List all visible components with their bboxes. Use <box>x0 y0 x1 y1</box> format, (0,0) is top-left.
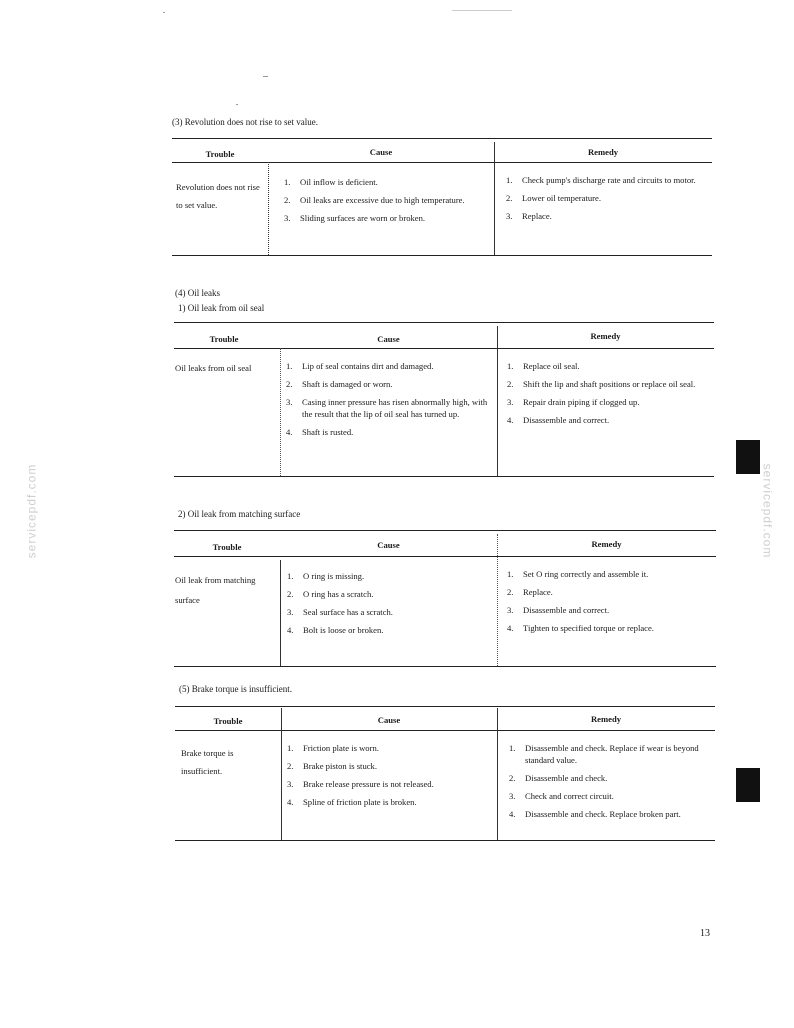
col-header-trouble: Trouble <box>212 542 242 552</box>
list-item <box>506 210 710 222</box>
item-text: Seal surface has a scratch. <box>303 607 393 617</box>
item-text: Check and correct circuit. <box>525 791 614 801</box>
item-number: 3. <box>507 397 514 407</box>
remedy-list <box>507 568 714 640</box>
item-number: 3. <box>287 607 294 617</box>
item-number: 1. <box>286 361 293 371</box>
item-number: 3. <box>507 605 514 615</box>
list-item <box>507 586 714 598</box>
cause-list <box>286 360 494 444</box>
item-number: 2. <box>287 761 294 771</box>
item-text: Repair drain piping if clogged up. <box>523 397 640 407</box>
item-number: 1. <box>287 743 294 753</box>
list-item <box>286 360 494 372</box>
item-text: Disassemble and correct. <box>523 605 610 615</box>
scan-speck <box>236 104 238 105</box>
remedy-list <box>509 742 713 826</box>
watermark-right: servicepdf.com <box>760 463 775 559</box>
item-text: Tighten to specified torque or replace. <box>523 623 654 633</box>
col-header-remedy: Remedy <box>591 539 622 549</box>
item-number: 3. <box>286 397 293 407</box>
list-item <box>286 426 494 438</box>
item-number: 3. <box>506 211 513 221</box>
item-number: 4. <box>507 415 514 425</box>
list-item <box>287 778 495 790</box>
item-number: 2. <box>286 379 293 389</box>
section-heading-4: (4) Oil leaks <box>175 288 220 298</box>
item-text: Replace. <box>523 587 553 597</box>
list-item <box>507 414 712 426</box>
col-header-cause: Cause <box>369 147 393 157</box>
item-text: Sliding surfaces are worn or broken. <box>300 213 426 223</box>
list-item <box>284 194 486 206</box>
col-header-remedy: Remedy <box>590 714 622 724</box>
item-text: Brake release pressure is not released. <box>303 779 434 789</box>
list-item <box>509 808 713 820</box>
list-item <box>286 378 494 390</box>
item-number: 1. <box>287 571 294 581</box>
table-brake-torque <box>175 706 715 844</box>
trouble-text: Oil leaks from oil seal <box>175 363 252 373</box>
item-text: Bolt is loose or broken. <box>303 625 384 635</box>
list-item <box>507 568 714 580</box>
item-text: Shaft is damaged or worn. <box>302 379 393 389</box>
item-text: Set O ring correctly and assemble it. <box>523 569 649 579</box>
item-text: Disassemble and check. Replace broken part. <box>525 809 681 819</box>
col-header-cause: Cause <box>377 715 401 725</box>
list-item <box>509 790 713 802</box>
item-text: O ring is missing. <box>303 571 365 581</box>
col-header-cause: Cause <box>377 334 400 344</box>
section-tab-marker <box>736 768 760 802</box>
section-heading-3: (3) Revolution does not rise to set value. <box>172 117 318 127</box>
item-number: 1. <box>507 569 514 579</box>
col-header-trouble: Trouble <box>205 149 235 159</box>
item-text: Disassemble and check. Replace if wear is beyond standard value. <box>525 743 699 765</box>
item-number: 2. <box>284 195 291 205</box>
col-header-remedy: Remedy <box>590 331 621 341</box>
trouble-text: Revolution does not rise to set value. <box>176 182 260 210</box>
item-text: Replace oil seal. <box>523 361 580 371</box>
item-text: Replace. <box>522 211 552 221</box>
item-number: 1. <box>507 361 514 371</box>
item-number: 2. <box>509 773 516 783</box>
item-number: 3. <box>509 791 516 801</box>
list-item <box>287 760 495 772</box>
cause-list <box>284 176 486 230</box>
scan-speck <box>263 76 268 77</box>
item-text: Brake piston is stuck. <box>303 761 377 771</box>
section-heading-5: (5) Brake torque is insufficient. <box>179 684 293 694</box>
item-text: Lip of seal contains dirt and damaged. <box>302 361 434 371</box>
list-item <box>507 396 712 408</box>
item-number: 1. <box>506 175 513 185</box>
list-item <box>284 176 486 188</box>
item-text: Shaft is rusted. <box>302 427 354 437</box>
item-text: Check pump's discharge rate and circuits to motor. <box>522 175 696 185</box>
item-text: O ring has a scratch. <box>303 589 374 599</box>
item-number: 2. <box>507 379 514 389</box>
page-number: 13 <box>700 928 710 939</box>
item-number: 4. <box>287 625 294 635</box>
list-item <box>287 624 493 636</box>
item-number: 3. <box>284 213 291 223</box>
table-matching-surface <box>174 530 716 670</box>
list-item <box>287 796 495 808</box>
item-number: 3. <box>287 779 294 789</box>
item-text: Disassemble and correct. <box>523 415 610 425</box>
subsection-heading-4-1: 1) Oil leak from oil seal <box>178 303 265 313</box>
scan-speck <box>452 10 512 11</box>
list-item <box>507 378 712 390</box>
scan-speck <box>163 12 165 13</box>
section-tab-marker <box>736 440 760 474</box>
item-number: 4. <box>286 427 293 437</box>
list-item <box>287 742 495 754</box>
list-item <box>507 604 714 616</box>
list-item <box>506 192 710 204</box>
list-item <box>509 772 713 784</box>
item-text: Oil leaks are excessive due to high temperature. <box>300 195 465 205</box>
item-number: 1. <box>509 743 516 753</box>
trouble-text: Brake torque is insufficient. <box>181 748 234 776</box>
item-text: Oil inflow is deficient. <box>300 177 378 187</box>
item-number: 4. <box>287 797 294 807</box>
col-header-remedy: Remedy <box>587 147 619 157</box>
remedy-list <box>507 360 712 432</box>
item-number: 1. <box>284 177 291 187</box>
list-item <box>284 212 486 224</box>
remedy-list <box>506 174 710 228</box>
list-item <box>287 606 493 618</box>
list-item <box>509 742 713 766</box>
item-number: 2. <box>506 193 513 203</box>
cause-list <box>287 570 493 642</box>
item-text: Friction plate is worn. <box>303 743 379 753</box>
item-text: Shift the lip and shaft positions or replace oil seal. <box>523 379 696 389</box>
item-number: 2. <box>507 587 514 597</box>
item-text: Casing inner pressure has risen abnormally high, with the result that the lip of oil seal has turned up. <box>302 397 488 419</box>
list-item <box>506 174 710 186</box>
item-text: Spline of friction plate is broken. <box>303 797 417 807</box>
trouble-text: Oil leak from matching surface <box>175 575 256 605</box>
list-item <box>287 570 493 582</box>
item-number: 4. <box>509 809 516 819</box>
list-item <box>507 360 712 372</box>
col-header-trouble: Trouble <box>209 334 239 344</box>
col-header-cause: Cause <box>377 540 400 550</box>
item-text: Lower oil temperature. <box>522 193 601 203</box>
cause-list <box>287 742 495 814</box>
item-number: 4. <box>507 623 514 633</box>
item-number: 2. <box>287 589 294 599</box>
table-revolution <box>172 138 712 258</box>
table-oil-seal <box>174 322 714 480</box>
list-item <box>286 396 494 420</box>
item-text: Disassemble and check. <box>525 773 608 783</box>
list-item <box>287 588 493 600</box>
list-item <box>507 622 714 634</box>
col-header-trouble: Trouble <box>213 716 243 726</box>
watermark-left: servicepdf.com <box>24 463 39 559</box>
subsection-heading-4-2: 2) Oil leak from matching surface <box>178 509 301 519</box>
